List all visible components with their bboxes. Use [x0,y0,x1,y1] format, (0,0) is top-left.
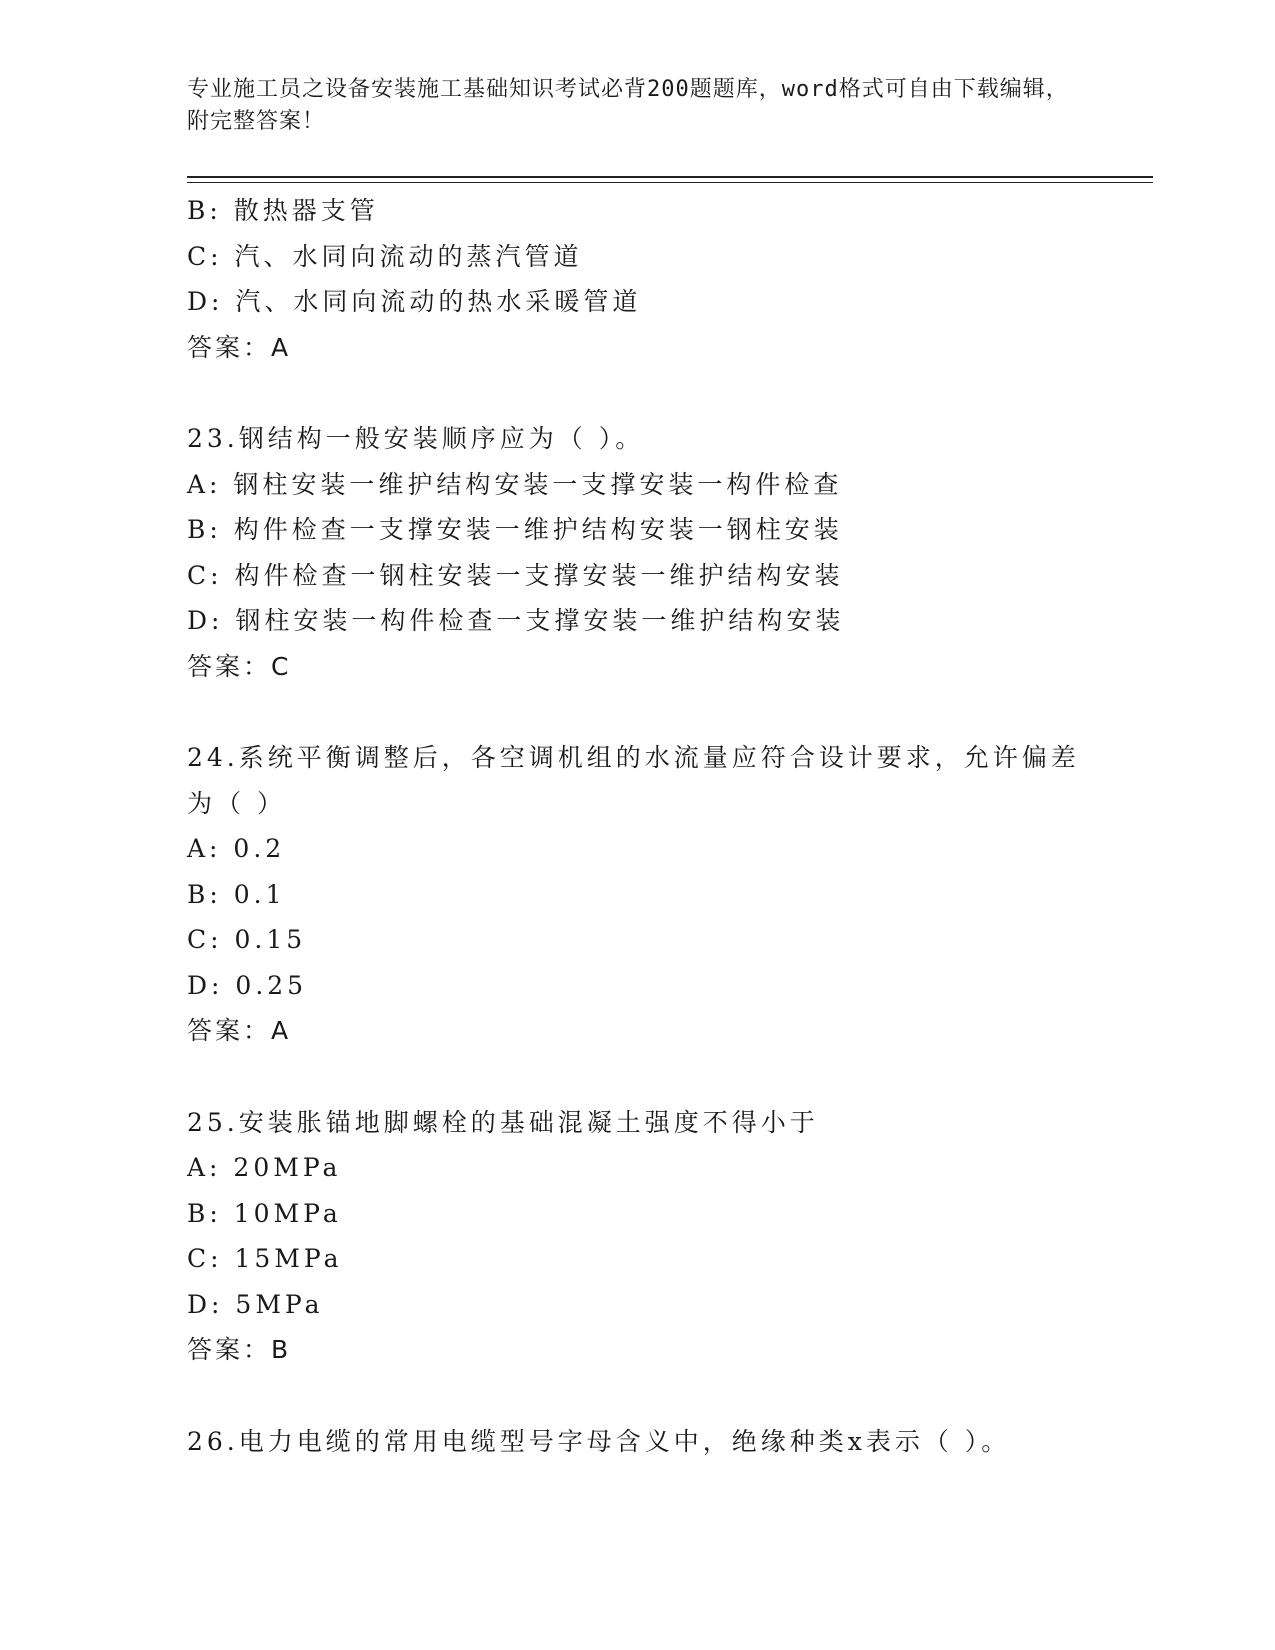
option-a: A: 0.2 [187,834,286,863]
answer-line: 答案：B [187,1335,292,1364]
question-24 [187,735,1087,1054]
option-c: C: 0.15 [187,925,307,954]
option-d: D: 汽、水同向流动的热水采暖管道 [187,287,642,316]
question-partial [187,188,1087,370]
option-d: D: 5MPa [187,1289,324,1319]
option-a: A: 钢柱安装一维护结构安装一支撑安装一构件检查 [187,469,843,499]
option-b: B: 10MPa [187,1198,342,1228]
option-c: C: 构件检查一钢柱安装一支撑安装一维护结构安装 [187,560,844,590]
option-c: C: 15MPa [187,1244,343,1273]
option-b: B: 0.1 [187,879,286,909]
question-23 [187,416,1087,689]
question-list [187,188,1087,1464]
question-26 [187,1419,1087,1465]
header-rule-thin [187,182,1153,183]
question-stem-continued: 为（ ） [187,788,286,818]
header-rule-thick [187,176,1153,178]
option-b: B: 构件检查一支撑安装一维护结构安装一钢柱安装 [187,515,843,544]
option-c: C: 汽、水同向流动的蒸汽管道 [187,241,583,271]
answer-line: 答案：A [187,332,292,362]
option-b: B: 散热器支管 [187,196,379,225]
document-header: 专业施工员之设备安装施工基础知识考试必背200题题库，word格式可自由下载编辑，附完整答案！ [187,77,1069,134]
option-d: D: 0.25 [187,970,308,1000]
question-stem: 23.钢结构一般安装顺序应为（ ）。 [187,424,645,453]
question-stem: 26.电力电缆的常用电缆型号字母含义中，绝缘种类x表示（ ）。 [187,1426,1011,1456]
option-d: D: 钢柱安装一构件检查一支撑安装一维护结构安装 [187,606,845,635]
option-a: A: 20MPa [187,1153,342,1182]
question-25 [187,1100,1087,1373]
answer-line: 答案：C [187,651,292,681]
answer-line: 答案：A [187,1016,292,1045]
question-stem: 25.安装胀锚地脚螺栓的基础混凝土强度不得小于 [187,1107,819,1137]
question-stem: 24.系统平衡调整后，各空调机组的水流量应符合设计要求，允许偏差 [187,743,1080,772]
